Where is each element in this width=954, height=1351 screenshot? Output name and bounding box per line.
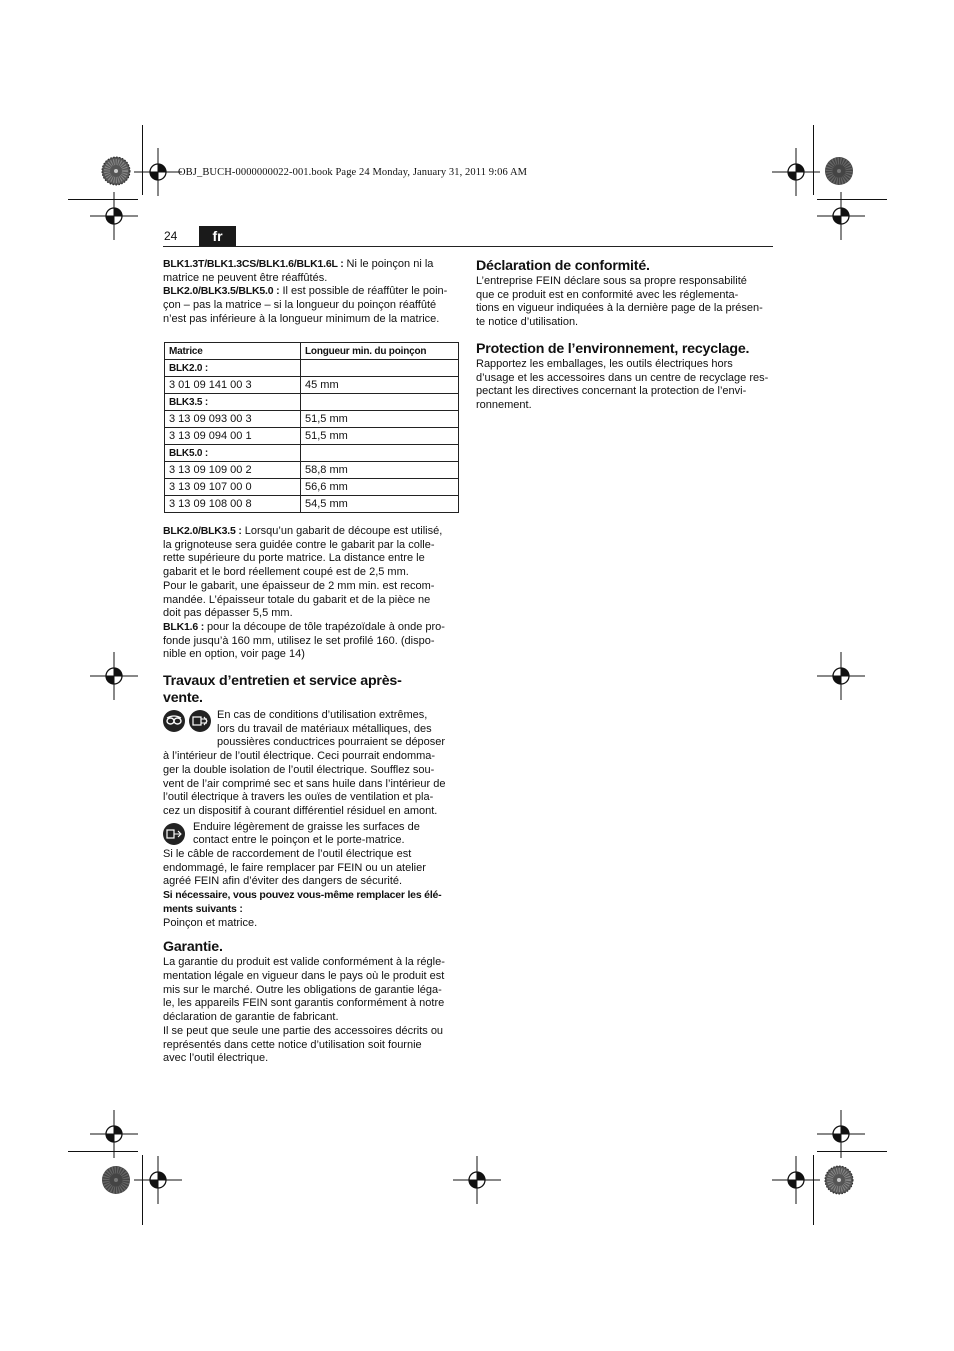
table-cell: 3 13 09 108 00 8 <box>165 496 301 513</box>
heading-maintenance: Travaux d’entretien et service après- vente. <box>163 673 402 707</box>
table-row <box>165 411 459 428</box>
header-rule <box>163 246 773 247</box>
table-cell: 56,6 mm <box>301 479 459 496</box>
crosshair-registration-mark <box>817 652 865 700</box>
table-row <box>165 479 459 496</box>
safety-glasses-icon <box>163 710 185 732</box>
table-header-cell: Matrice <box>165 343 301 360</box>
left-column <box>163 258 463 327</box>
paragraph-trapezoidal: BLK1.6 : pour la découpe de tôle trapézoïdale à onde pro- fonde jusqu’à 160 mm, utilisez le set profilé 160. (dispo- nible en option, voir page 14) <box>163 620 445 661</box>
table-cell: 45 mm <box>301 377 459 394</box>
table-row <box>165 360 459 377</box>
language-tab: fr <box>199 226 236 246</box>
table-cell: 3 13 09 093 00 3 <box>165 411 301 428</box>
table-cell: 3 13 09 109 00 2 <box>165 462 301 479</box>
crosshair-registration-mark <box>817 192 865 240</box>
crosshair-registration-mark <box>90 652 138 700</box>
heading-conformity: Déclaration de conformité. <box>476 258 650 274</box>
table-group-cell: BLK3.5 : <box>165 394 301 411</box>
table-group-cell: BLK2.0 : <box>165 360 301 377</box>
crosshair-registration-mark <box>90 192 138 240</box>
conformity-text: L’entreprise FEIN déclare sous sa propre responsabilité que ce produit est en conformité avec les réglementa- tions en vigueur indiquées à la dernière page de la présen- te notice d’utilisation. <box>476 275 763 329</box>
maintenance-icon-text: En cas de conditions d’utilisation extrêmes, lors du travail de matériaux métalliques, des poussières conductrices pourraient se déposer <box>217 709 446 749</box>
heading-warranty: Garantie. <box>163 939 223 956</box>
replace-parts-heading: Si nécessaire, vous pouvez vous-même remplacer les élé- ments suivants : <box>163 889 442 915</box>
crosshair-registration-mark <box>453 1156 501 1204</box>
grease-icon-block <box>163 821 463 848</box>
cable-text: Si le câble de raccordement de l’outil électrique est endommagé, le faire remplacer par FEIN ou un atelier agréé FEIN afin d’éviter des dangers de sécurité. <box>163 848 426 888</box>
radial-color-bar <box>824 156 854 186</box>
table-cell: 51,5 mm <box>301 411 459 428</box>
table-header-row <box>165 343 459 360</box>
book-print-line: OBJ_BUCH-0000000022-001.book Page 24 Monday, January 31, 2011 9:06 AM <box>178 167 528 178</box>
table-row <box>165 462 459 479</box>
table-row <box>165 445 459 462</box>
grease-icon <box>163 823 185 845</box>
crosshair-registration-mark <box>772 148 820 196</box>
maintenance-icon-block <box>163 709 463 750</box>
crosshair-registration-mark <box>772 1156 820 1204</box>
maintenance-text: à l’intérieur de l’outil électrique. Ceci pourrait endomma- ger la double isolation de l’outil électrique. Soufflez sou- vent de l’air comprimé sec et sans huile dans l’intérieur de l’outil électrique à travers les ouïes de ventilation et pla- cez un dispositif à courant différentiel résiduel en amont. <box>163 750 446 817</box>
air-blow-icon <box>189 710 211 732</box>
table-row <box>165 377 459 394</box>
crosshair-registration-mark <box>134 148 182 196</box>
radial-color-bar <box>824 1165 854 1195</box>
table-group-cell: BLK5.0 : <box>165 445 301 462</box>
environment-text: Rapportez les emballages, les outils électriques hors d’usage et les accessoires dans un centre de recyclage res- pectant les directives concernant la protection de l’envi- ronnement. <box>476 357 769 411</box>
table-row <box>165 496 459 513</box>
crosshair-registration-mark <box>134 1156 182 1204</box>
table-row <box>165 428 459 445</box>
table-cell: 54,5 mm <box>301 496 459 513</box>
table-cell: 3 13 09 094 00 1 <box>165 428 301 445</box>
left-column-body <box>163 525 463 1066</box>
radial-color-bar <box>101 156 131 186</box>
paragraph-no-resharpen: BLK1.3T/BLK1.3CS/BLK1.6/BLK1.6L : Ni le poinçon ni la matrice ne peuvent être réaffûtés. <box>163 258 434 284</box>
table-cell: 3 13 09 107 00 0 <box>165 479 301 496</box>
maintenance-icons <box>163 710 213 734</box>
table-cell: 3 01 09 141 00 3 <box>165 377 301 394</box>
paragraph-template: BLK2.0/BLK3.5 : Lorsqu’un gabarit de découpe est utilisé, la grignoteuse sera guidée contre le gabarit par la colle- rette supérieure du porte matrice. La distance entre le gabarit et le bord réellement coupé est de 2,5 mm. Pour le gabarit, une épaisseur de 2 mm min. est recom- mandée. L’épaisseur totale du gabarit et de la pièce ne doit pas dépasser 5,5 mm. <box>163 525 443 620</box>
table-header-cell: Longueur min. du poinçon <box>301 343 459 360</box>
table-cell: 58,8 mm <box>301 462 459 479</box>
paragraph-resharpen: BLK2.0/BLK3.5/BLK5.0 : Il est possible de réaffûter le poin- çon – pas la matrice – si la longueur du poinçon réaffûté n’est pas inférieure à la longueur minimum de la matrice. <box>163 285 448 325</box>
crosshair-registration-mark <box>90 1110 138 1158</box>
table-row <box>165 394 459 411</box>
die-length-table <box>164 342 459 513</box>
crosshair-registration-mark <box>817 1110 865 1158</box>
page-number: 24 <box>164 229 178 243</box>
radial-color-bar <box>101 1165 131 1195</box>
table-cell: 51,5 mm <box>301 428 459 445</box>
heading-environment: Protection de l’environnement, recyclage. <box>476 340 750 357</box>
warranty-text: La garantie du produit est valide conformément à la régle- mentation légale en vigueur dans le pays où le produit est mis sur le marché. Outre les obligations de garantie léga- le, les appareils FEIN sont garantis conformément à notre déclaration de garantie de fabricant. Il se peut que seule une partie des accessoires décrits ou représentés dans cette notice d’utilisation soit fournie avec l’outil électrique. <box>163 956 445 1065</box>
right-column <box>476 258 776 413</box>
replace-parts-items: Poinçon et matrice. <box>163 916 258 929</box>
die-length-table-wrap <box>164 342 459 513</box>
grease-text: Enduire légèrement de graisse les surfaces de contact entre le poinçon et le porte-matrice. <box>193 820 420 847</box>
